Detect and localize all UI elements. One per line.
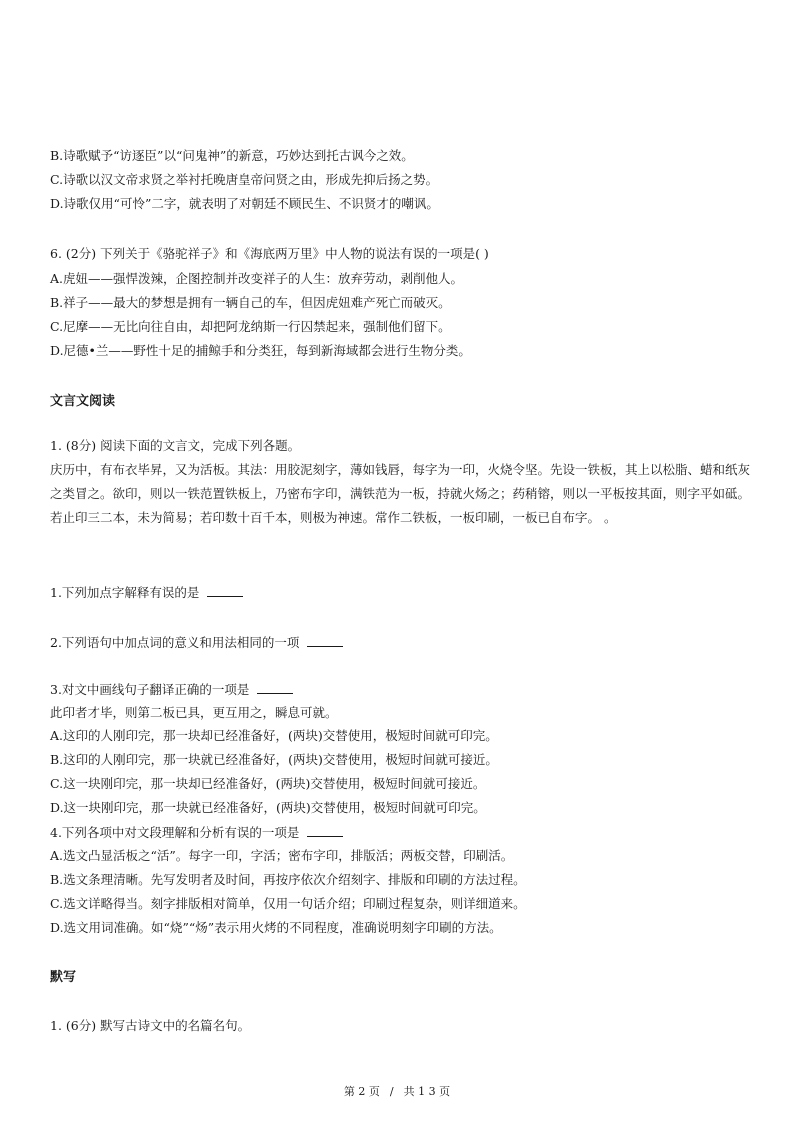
answer-blank[interactable] [307,824,343,837]
sub-question-2 [50,634,343,651]
q6-option-d: D.尼德•兰——野性十足的捕鲸手和分类狂，每到新海域都会进行生物分类。 [50,343,471,358]
sub-question-4-option-c: C.选文详略得当。刻字排版相对简单，仅用一句话介绍；印刷过程复杂，则详细道来。 [50,896,526,911]
sub-question-3 [50,681,293,698]
section-heading-dictation: 默写 [50,970,77,985]
sub-question-4-text: 4.下列各项中对文段理解和分析有误的一项是 [50,825,300,840]
q6-option-c: C.尼摩——无比向往自由，却把阿龙纳斯一行囚禁起来，强制他们留下。 [50,319,451,334]
answer-blank[interactable] [307,634,343,647]
page-number: 第 2 页 [343,1085,380,1098]
sub-question-3-option-a: A.这印的人刚印完，那一块却已经准备好，(两块)交替使用，极短时间就可印完。 [50,728,498,743]
section-heading-classical: 文言文阅读 [50,394,116,409]
sub-question-4-option-b: B.选文条理清晰。先写发明者及时间，再按序依次介绍刻字、排版和印刷的方法过程。 [50,872,526,887]
classical-passage: 庆历中，有布衣毕昇，又为活板。其法：用胶泥刻字，薄如钱唇，每字为一印，火烧令坚。先设一铁板，其上以松脂、蜡和纸灰之类冒之。欲印，则以一铁范置铁板上，乃密布字印，满铁范为一板，持就火炀之；药稍镕，则以一平板按其面，则字平如砥。若止印三二本，未为简易；若印数十百千本，则极为神速。常作二铁板，一板印刷，一板已自布字。 。 [50,462,751,525]
page-separator: / [389,1085,394,1098]
sub-question-1 [50,584,243,601]
q5-option-c: C.诗歌以汉文帝求贤之举衬托晚唐皇帝问贤之由，形成先抑后扬之势。 [50,172,439,187]
sub-question-2-text: 2.下列语句中加点词的意义和用法相同的一项 [50,635,300,650]
sub-question-3-sentence: 此印者才毕，则第二板已具，更互用之，瞬息可就。 [50,705,338,720]
dictation-stem: 1. (6分) 默写古诗文中的名篇名句。 [50,1018,251,1033]
classical-stem: 1. (8分) 阅读下面的文言文，完成下列各题。 [50,438,301,453]
q6-option-b: B.祥子——最大的梦想是拥有一辆自己的车，但因虎妞难产死亡而破灭。 [50,295,451,310]
sub-question-3-option-b: B.这印的人刚印完，那一块就已经准备好，(两块)交替使用，极短时间就可接近。 [50,752,498,767]
sub-question-1-text: 1.下列加点字解释有误的是 [50,585,200,600]
page-total: 共 1 3 页 [403,1085,451,1098]
sub-question-4-option-a: A.选文凸显活板之“活”。每字一印，字活；密布字印，排版活；两板交替，印刷活。 [50,848,514,863]
q5-option-b: B.诗歌赋予“访逐臣”以“问鬼神”的新意，巧妙达到托古讽今之效。 [50,148,414,163]
sub-question-3-text: 3.对文中画线句子翻译正确的一项是 [50,682,250,697]
answer-blank[interactable] [207,584,243,597]
q5-option-d: D.诗歌仅用“可怜”二字，就表明了对朝廷不顾民生、不识贤才的嘲讽。 [50,196,439,211]
q6-stem: 6. (2分) 下列关于《骆驼祥子》和《海底两万里》中人物的说法有误的一项是( ) [50,246,489,261]
sub-question-4-option-d: D.选文用词准确。如“烧”“炀”表示用火烤的不同程度，准确说明刻字印刷的方法。 [50,920,502,935]
page-footer [0,1085,794,1099]
q6-option-a: A.虎妞——强悍泼辣，企图控制并改变祥子的人生：放弃劳动，剥削他人。 [50,271,464,286]
sub-question-4 [50,824,343,841]
sub-question-3-option-d: D.这一块刚印完，那一块就已经准备好，(两块)交替使用，极短时间就可印完。 [50,800,486,815]
sub-question-3-option-c: C.这一块刚印完，那一块却已经准备好，(两块)交替使用，极短时间就可接近。 [50,776,486,791]
answer-blank[interactable] [257,681,293,694]
